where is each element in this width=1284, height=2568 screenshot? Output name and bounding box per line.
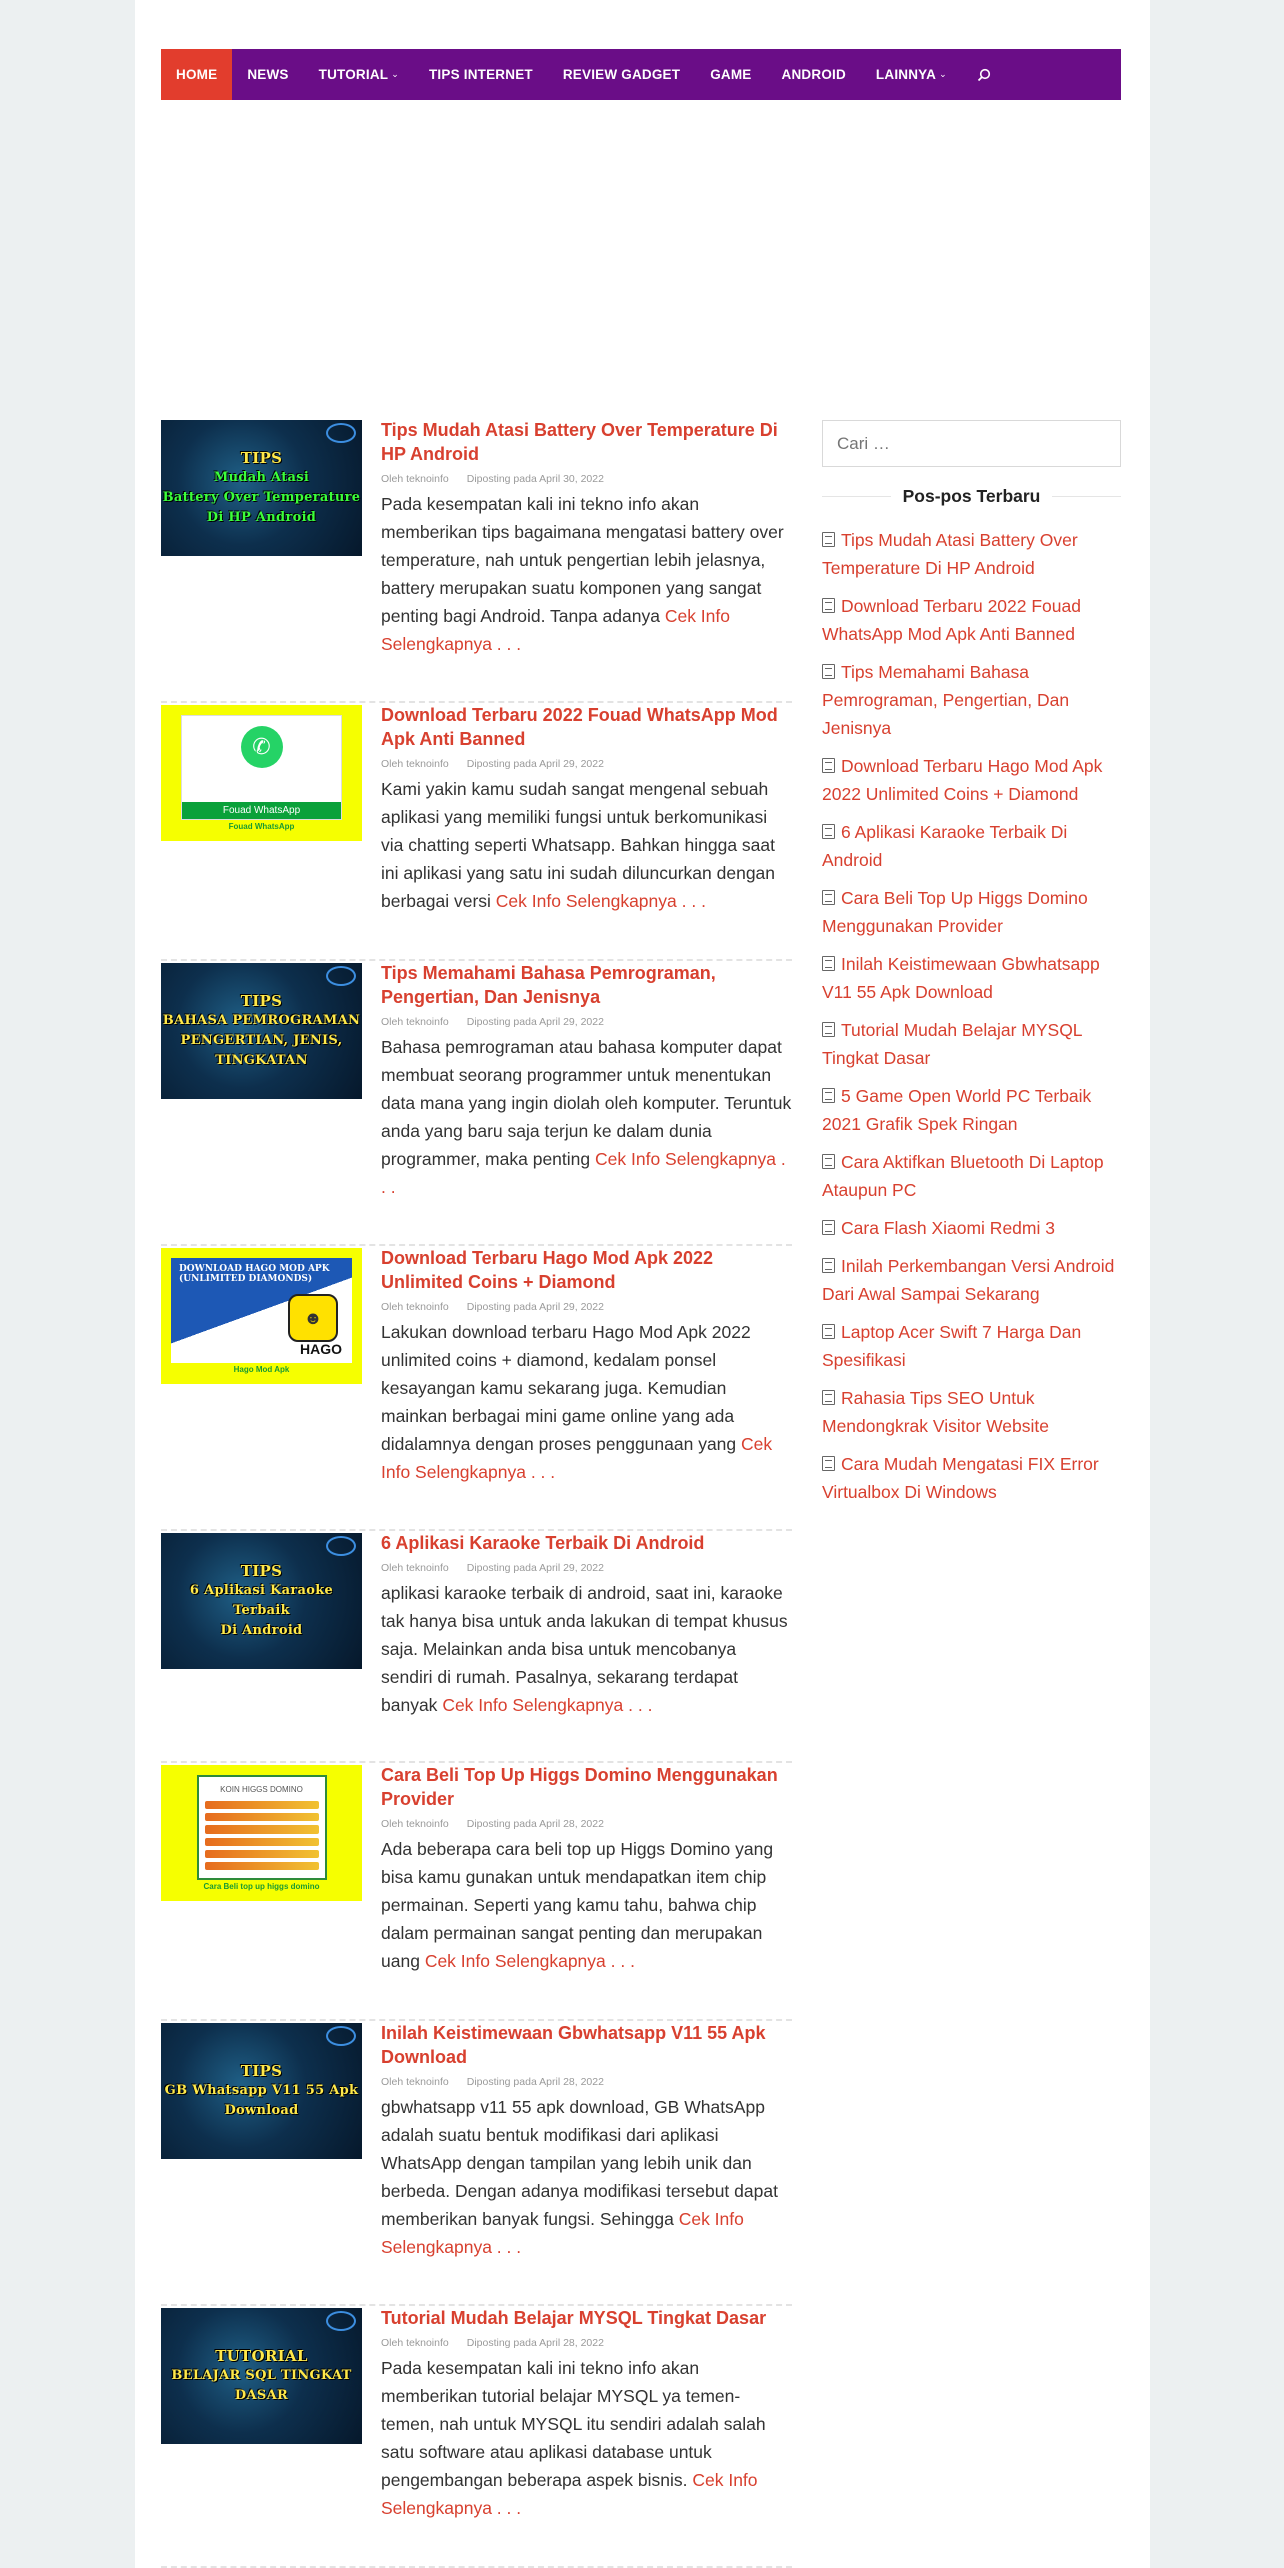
post-date[interactable]: April 29, 2022 (539, 1016, 604, 1028)
document-icon (822, 824, 835, 839)
recent-post-title: Cara Mudah Mengatasi FIX Error Virtualbox Di Windows (822, 1454, 1099, 1502)
post-date[interactable]: April 28, 2022 (539, 1818, 604, 1830)
recent-post-title: 5 Game Open World PC Terbaik 2021 Grafik Spek Ringan (822, 1086, 1092, 1134)
post-body (381, 1763, 792, 1975)
post-meta (381, 757, 792, 771)
document-icon (822, 956, 835, 971)
read-more-link[interactable]: Cek Info Selengkapnya . . . (442, 1695, 653, 1715)
thumbnail-text: TIPS (240, 2062, 283, 2080)
post-author[interactable]: teknoinfo (406, 1301, 449, 1313)
ad-space (161, 100, 1121, 400)
excerpt-text: Pada kesempatan kali ini tekno info akan memberikan tutorial belajar MYSQL ya temen-temen, nah untuk MYSQL itu sendiri adalah salah satu software atau aplikasi database untuk pengembangan beberapa aspek bisnis. (381, 2358, 766, 2490)
thumbnail-text: BAHASA PEMROGRAMAN (162, 1013, 361, 1028)
post-meta (381, 1817, 792, 1831)
nav-item-label: TIPS INTERNET (428, 67, 533, 82)
post-date[interactable]: April 28, 2022 (539, 2337, 604, 2349)
post-author[interactable]: teknoinfo (406, 1818, 449, 1830)
post-meta (381, 1300, 792, 1314)
post-thumbnail[interactable] (161, 1533, 362, 1669)
price-row (205, 1862, 319, 1870)
thumbnail-text: GB Whatsapp V11 55 Apk Download (164, 2083, 359, 2118)
document-icon (822, 1220, 835, 1235)
post-body (381, 1246, 792, 1486)
post-date[interactable]: April 30, 2022 (539, 473, 604, 485)
author-prefix: Oleh (381, 758, 404, 770)
post-date[interactable]: April 29, 2022 (539, 758, 604, 770)
recent-post-title: Inilah Keistimewaan Gbwhatsapp V11 55 Apk Download (822, 954, 1100, 1002)
excerpt-text: Pada kesempatan kali ini tekno info akan memberikan tips bagaimana mengatasi battery over temperature, nah untuk pengertian lebih jelasnya, battery merupakan suatu komponen yang sangat penting bagi Android. Tanpa adanya (381, 494, 784, 626)
post-title[interactable]: Tips Mudah Atasi Battery Over Temperature Di HP Android (381, 420, 778, 464)
recent-post-link[interactable] (822, 1450, 1121, 1506)
post-thumbnail[interactable] (161, 2308, 362, 2444)
site-logo-icon (326, 2311, 356, 2331)
recent-post-title: Tips Mudah Atasi Battery Over Temperature Di HP Android (822, 530, 1078, 578)
sidebar (822, 420, 1121, 1516)
recent-post-link[interactable] (822, 818, 1121, 874)
post-body (381, 1531, 792, 1719)
nav-item-home[interactable] (161, 49, 232, 100)
date-prefix: Diposting pada (466, 1562, 537, 1574)
post-date[interactable]: April 29, 2022 (539, 1562, 604, 1574)
excerpt-text: Bahasa pemrograman atau bahasa komputer dapat membuat seorang programmer untuk menentukan data mana yang ingin diolah oleh komputer. Teruntuk anda yang baru saja terjun ke dalam dunia programmer, maka penting (381, 1037, 792, 1169)
post-author[interactable]: teknoinfo (406, 2076, 449, 2088)
post-item (161, 2021, 792, 2306)
document-icon (822, 1390, 835, 1405)
search-input[interactable] (822, 420, 1121, 467)
recent-post-link[interactable] (822, 658, 1121, 742)
post-thumbnail[interactable] (161, 705, 362, 841)
nav-item-label: ANDROID (781, 67, 846, 82)
thumbnail-text: TIPS (240, 449, 283, 467)
excerpt-text: Kami yakin kamu sudah sangat mengenal sebuah aplikasi yang memiliki fungsi untuk berkomunikasi via chatting seperti Whatsapp. Bahkan hingga saat ini aplikasi yang satu ini sudah diluncurkan dengan berbagai versi (381, 779, 776, 911)
post-item (161, 1246, 792, 1531)
date-prefix: Diposting pada (466, 1301, 537, 1313)
document-icon (822, 1022, 835, 1037)
recent-post-title: Laptop Acer Swift 7 Harga Dan Spesifikasi (822, 1322, 1082, 1370)
nav-item-android[interactable] (767, 49, 861, 100)
recent-post-link[interactable] (822, 1252, 1121, 1308)
recent-post-title: Tutorial Mudah Belajar MYSQL Tingkat Dasar (822, 1020, 1082, 1068)
thumbnail-brand: HAGO (300, 1341, 342, 1357)
hago-card (171, 1258, 352, 1363)
post-thumbnail[interactable] (161, 2023, 362, 2159)
date-prefix: Diposting pada (466, 758, 537, 770)
post-body (381, 961, 792, 1201)
post-title[interactable]: Download Terbaru 2022 Fouad WhatsApp Mod Apk Anti Banned (381, 705, 778, 749)
recent-post-link[interactable] (822, 592, 1121, 648)
post-body (381, 2021, 792, 2261)
document-icon (822, 1258, 835, 1273)
thumbnail-text: BELAJAR SQL TINGKAT DASAR (171, 2368, 352, 2403)
document-icon (822, 1154, 835, 1169)
recent-post-link[interactable] (822, 1148, 1121, 1204)
recent-post-title: Download Terbaru 2022 Fouad WhatsApp Mod Apk Anti Banned (822, 596, 1081, 644)
recent-post-link[interactable] (822, 884, 1121, 940)
nav-item-label: NEWS (247, 67, 289, 82)
post-author[interactable]: teknoinfo (406, 1562, 449, 1574)
thumbnail-text: TIPS (240, 992, 283, 1010)
post-thumbnail[interactable] (161, 963, 362, 1099)
document-icon (822, 758, 835, 773)
search-button[interactable] (962, 49, 1006, 100)
post-item (161, 418, 792, 703)
post-thumbnail[interactable] (161, 420, 362, 556)
price-row (205, 1801, 319, 1809)
recent-post-title: Cara Beli Top Up Higgs Domino Menggunakan Provider (822, 888, 1088, 936)
price-row (205, 1850, 319, 1858)
recent-post-link[interactable] (822, 1214, 1121, 1242)
post-item (161, 1531, 792, 1763)
thumbnail-text: DOWNLOAD HAGO MOD APK (UNLIMITED DIAMONDS) (179, 1264, 330, 1284)
whatsapp-icon: ✆ (241, 726, 283, 768)
thumbnail-text: Di Android (220, 1623, 303, 1638)
author-prefix: Oleh (381, 1301, 404, 1313)
post-meta (381, 472, 792, 486)
date-prefix: Diposting pada (466, 2337, 537, 2349)
post-title[interactable]: Tutorial Mudah Belajar MYSQL Tingkat Dasar (381, 2308, 767, 2328)
thumbnail-text: Fouad WhatsApp (182, 802, 341, 819)
main-navigation (161, 49, 1121, 100)
recent-post-title: 6 Aplikasi Karaoke Terbaik Di Android (822, 822, 1068, 870)
post-meta (381, 1561, 792, 1575)
post-body (381, 418, 792, 658)
post-title[interactable]: Inilah Keistimewaan Gbwhatsapp V11 55 Apk Download (381, 2023, 766, 2067)
recent-post-link[interactable] (822, 1082, 1121, 1138)
nav-item-tips-internet[interactable] (414, 49, 548, 100)
post-meta (381, 2336, 792, 2350)
post-thumbnail[interactable] (161, 1765, 362, 1901)
nav-item-news[interactable] (232, 49, 303, 100)
post-excerpt (381, 2354, 792, 2522)
post-item (161, 703, 792, 961)
recent-post-title: Inilah Perkembangan Versi Android Dari Awal Sampai Sekarang (822, 1256, 1115, 1304)
post-author[interactable]: teknoinfo (406, 758, 449, 770)
search-icon (977, 68, 991, 82)
site-logo-icon (326, 966, 356, 986)
author-prefix: Oleh (381, 1562, 404, 1574)
excerpt-text: gbwhatsapp v11 55 apk download, GB WhatsApp adalah suatu bentuk modifikasi dari aplikasi WhatsApp dengan tampilan yang lebih unik dan berbeda. Dengan adanya modifikasi tersebut dapat memberikan banyak fungsi. Sehingga (381, 2097, 778, 2229)
post-date[interactable]: April 28, 2022 (539, 2076, 604, 2088)
post-excerpt (381, 1318, 792, 1486)
post-item (161, 961, 792, 1246)
post-excerpt (381, 1835, 792, 1975)
nav-item-tutorial[interactable] (304, 49, 414, 100)
recent-post-title: Download Terbaru Hago Mod Apk 2022 Unlimited Coins + Diamond (822, 756, 1103, 804)
recent-posts-title: Pos-pos Terbaru (822, 484, 1121, 508)
post-excerpt (381, 1579, 792, 1719)
thumbnail-caption: Cara Beli top up higgs domino (203, 1882, 320, 1891)
post-title[interactable]: Cara Beli Top Up Higgs Domino Menggunakan Provider (381, 1765, 778, 1809)
date-prefix: Diposting pada (466, 473, 537, 485)
post-date[interactable]: April 29, 2022 (539, 1301, 604, 1313)
recent-post-link[interactable] (822, 950, 1121, 1006)
document-icon (822, 664, 835, 679)
recent-post-link[interactable] (822, 752, 1121, 808)
whatsapp-card (181, 715, 342, 820)
thumbnail-caption: Hago Mod Apk (233, 1365, 290, 1374)
post-thumbnail[interactable] (161, 1248, 362, 1384)
post-item (161, 1763, 792, 2021)
recent-post-title: Rahasia Tips SEO Untuk Mendongkrak Visitor Website (822, 1388, 1049, 1436)
post-item (161, 2306, 792, 2568)
price-row (205, 1825, 319, 1833)
post-meta (381, 1015, 792, 1029)
page-container (135, 0, 1150, 2568)
recent-post-link[interactable] (822, 1016, 1121, 1072)
excerpt-text: Lakukan download terbaru Hago Mod Apk 2022 unlimited coins + diamond, kedalam ponsel kesayangan kamu sekarang juga. Kemudian mainkan berbagai mini game online yang ada didalamnya dengan proses penggunaan yang (381, 1322, 751, 1454)
nav-item-label: HOME (176, 67, 218, 82)
nav-item-lainnya[interactable] (861, 49, 962, 100)
read-more-link[interactable]: Cek Info Selengkapnya . . . (381, 2470, 758, 2518)
post-author[interactable]: teknoinfo (406, 1016, 449, 1028)
post-author[interactable]: teknoinfo (406, 2337, 449, 2349)
chevron-down-icon: ⌄ (939, 69, 947, 79)
date-prefix: Diposting pada (466, 1818, 537, 1830)
document-icon (822, 890, 835, 905)
recent-post-title: Cara Aktifkan Bluetooth Di Laptop Ataupun PC (822, 1152, 1104, 1200)
document-icon (822, 532, 835, 547)
price-row (205, 1838, 319, 1846)
thumbnail-text: Di HP Android (206, 510, 317, 525)
read-more-link[interactable]: Cek Info Selengkapnya . . . (381, 1149, 786, 1197)
read-more-link[interactable]: Cek Info Selengkapnya . . . (381, 1434, 773, 1482)
date-prefix: Diposting pada (466, 1016, 537, 1028)
post-excerpt (381, 775, 792, 915)
thumbnail-text: KOIN HIGGS DOMINO (220, 1785, 303, 1794)
post-excerpt (381, 490, 792, 658)
excerpt-text: aplikasi karaoke terbaik di android, saat ini, karaoke tak hanya bisa untuk anda lakukan di tempat khusus saja. Melainkan anda bisa untuk mencobanya sendiri di rumah. Pasalnya, sekarang terdapat banyak (381, 1583, 788, 1715)
read-more-link[interactable]: Cek Info Selengkapnya . . . (424, 1951, 635, 1971)
recent-post-link[interactable] (822, 1384, 1121, 1440)
recent-post-link[interactable] (822, 526, 1121, 582)
thumbnail-text: TIPS (240, 1562, 283, 1580)
excerpt-text: Ada beberapa cara beli top up Higgs Domino yang bisa kamu gunakan untuk mendapatkan item chip permainan. Seperti yang kamu tahu, bahwa chip dalam permainan sangat penting dan merupakan uang (381, 1839, 774, 1971)
site-logo-icon (326, 1536, 356, 1556)
post-title[interactable]: 6 Aplikasi Karaoke Terbaik Di Android (381, 1533, 705, 1553)
thumbnail-text: PENGERTIAN, JENIS, TINGKATAN (180, 1033, 343, 1068)
post-meta (381, 2075, 792, 2089)
author-prefix: Oleh (381, 1818, 404, 1830)
recent-posts-list (822, 526, 1121, 1506)
hago-logo-icon: ☻ (288, 1294, 338, 1342)
read-more-link[interactable]: Cek Info Selengkapnya . . . (381, 606, 731, 654)
post-excerpt (381, 2093, 792, 2261)
nav-item-label: GAME (710, 67, 752, 82)
price-row (205, 1813, 319, 1821)
recent-post-title: Tips Memahami Bahasa Pemrograman, Pengertian, Dan Jenisnya (822, 662, 1070, 738)
post-title[interactable]: Download Terbaru Hago Mod Apk 2022 Unlimited Coins + Diamond (381, 1248, 714, 1292)
nav-item-review-gadget[interactable] (548, 49, 695, 100)
nav-item-label: REVIEW GADGET (562, 67, 681, 82)
nav-item-label: TUTORIAL (318, 67, 389, 82)
author-prefix: Oleh (381, 1016, 404, 1028)
read-more-link[interactable]: Cek Info Selengkapnya . . . (495, 891, 706, 911)
thumbnail-text: Battery Over Temperature (162, 490, 361, 505)
site-logo-icon (326, 423, 356, 443)
document-icon (822, 1088, 835, 1103)
post-body (381, 703, 792, 915)
post-body (381, 2306, 792, 2522)
recent-post-title: Cara Flash Xiaomi Redmi 3 (841, 1218, 1055, 1238)
post-title[interactable]: Tips Memahami Bahasa Pemrograman, Pengertian, Dan Jenisnya (381, 963, 716, 1007)
author-prefix: Oleh (381, 473, 404, 485)
thumbnail-text: 6 Aplikasi Karaoke Terbaik (189, 1583, 334, 1618)
chevron-down-icon: ⌄ (391, 69, 399, 79)
post-excerpt (381, 1033, 792, 1201)
author-prefix: Oleh (381, 2337, 404, 2349)
thumbnail-text: TUTORIAL (215, 2347, 308, 2365)
post-list (161, 418, 792, 2568)
site-logo-icon (326, 2026, 356, 2046)
date-prefix: Diposting pada (466, 2076, 537, 2088)
thumbnail-caption: Fouad WhatsApp (228, 822, 295, 831)
nav-item-label: LAINNYA (875, 67, 937, 82)
post-author[interactable]: teknoinfo (406, 473, 449, 485)
author-prefix: Oleh (381, 2076, 404, 2088)
nav-item-game[interactable] (695, 49, 766, 100)
recent-post-link[interactable] (822, 1318, 1121, 1374)
thumbnail-text: Mudah Atasi (213, 470, 310, 485)
higgs-card (197, 1775, 327, 1880)
read-more-link[interactable]: Cek Info Selengkapnya . . . (381, 2209, 744, 2257)
document-icon (822, 598, 835, 613)
document-icon (822, 1456, 835, 1471)
document-icon (822, 1324, 835, 1339)
